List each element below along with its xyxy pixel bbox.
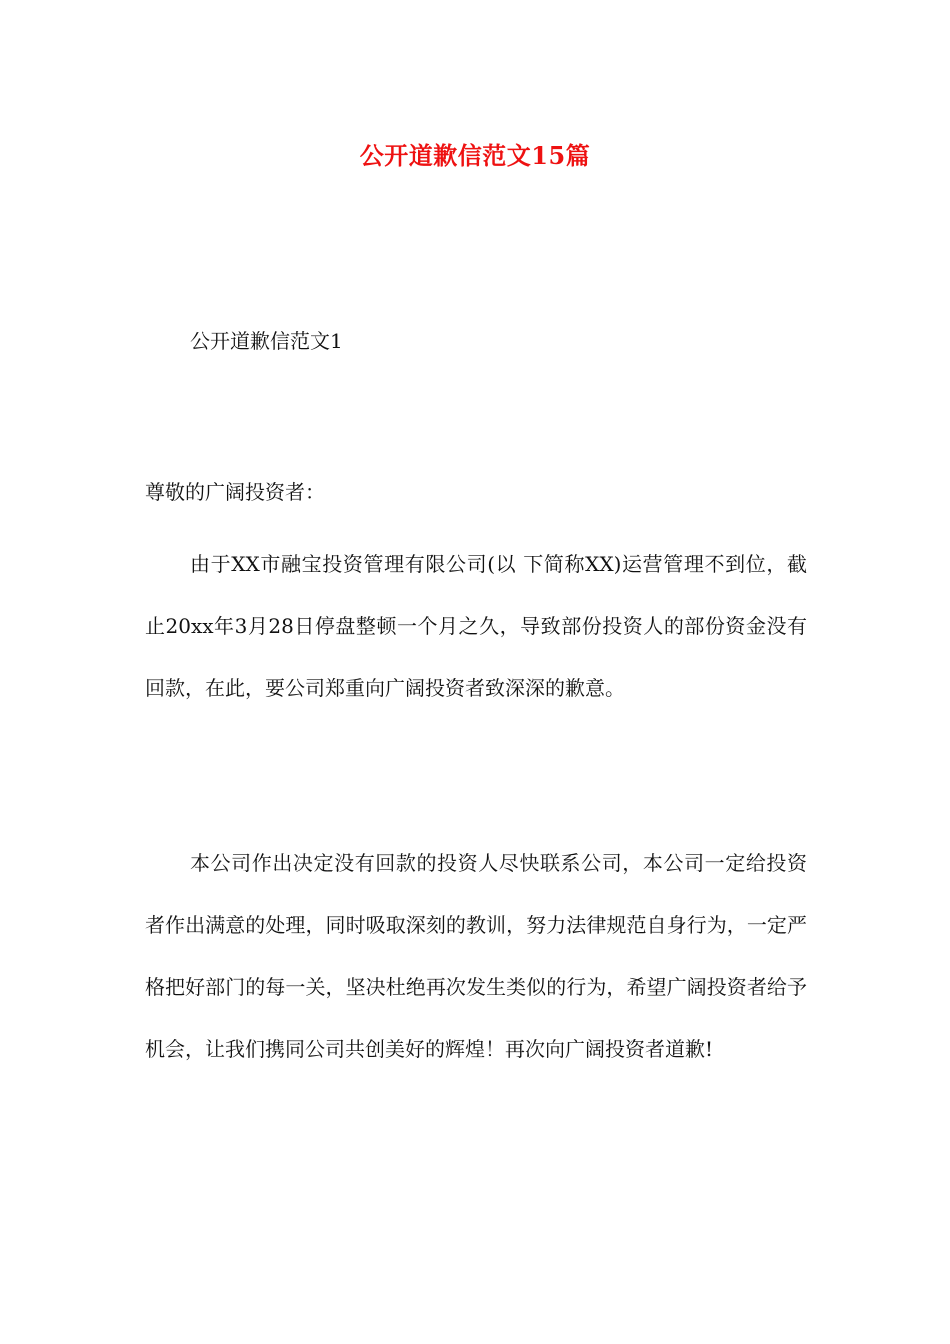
section-heading: 公开道歉信范文1 bbox=[190, 329, 343, 353]
salutation: 尊敬的广阔投资者： bbox=[145, 480, 325, 504]
body-paragraph-2: 本公司作出决定没有回款的投资人尽快联系公司，本公司一定给投资者作出满意的处理，同时吸取深刻的教训，努力法律规范自身行为，一定严格把好部门的每一关，坚决杜绝再次发生类似的行为，希望广阔投资者给予机会，让我们携同公司共创美好的辉煌！再次向广阔投资者道歉! bbox=[145, 851, 807, 1061]
document-title: 公开道歉信范文15篇 bbox=[359, 141, 591, 170]
body-paragraph-1: 由于XX市融宝投资管理有限公司(以 下简称XX)运营管理不到位，截止20xx年3月28日停盘整顿一个月之久，导致部份投资人的部份资金没有回款，在此，要公司郑重向广阔投资者致深深的歉意。 bbox=[145, 552, 807, 700]
